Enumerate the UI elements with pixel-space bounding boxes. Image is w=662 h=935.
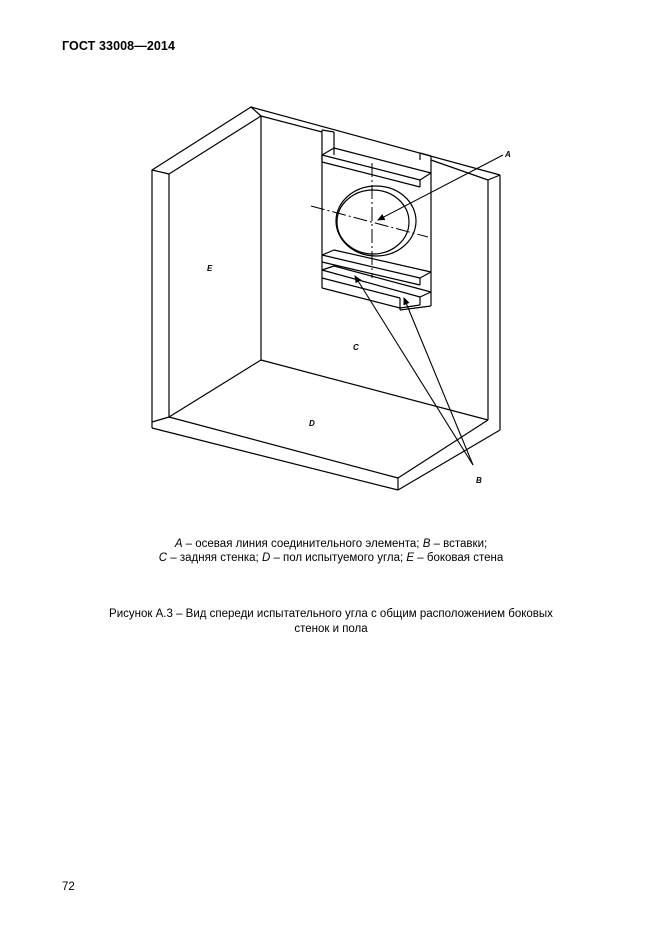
legend-key-d: D bbox=[261, 552, 271, 564]
legend-text-c: – задняя стенка; bbox=[167, 552, 262, 564]
label-a: A bbox=[505, 150, 511, 159]
legend-text-a: – осевая линия соединительного элемента; bbox=[182, 538, 423, 550]
legend-key-a: A bbox=[174, 538, 183, 550]
legend-key-c: C bbox=[158, 552, 168, 564]
figure-caption-line-1: Рисунок А.3 – Вид спереди испытательного угла с общим расположением боковых bbox=[109, 608, 553, 620]
legend-line-1 bbox=[0, 537, 662, 551]
legend-text-e: – боковая стена bbox=[414, 552, 504, 564]
axis-lines bbox=[311, 163, 428, 278]
legend-key-b: B bbox=[422, 538, 431, 550]
label-e: E bbox=[207, 264, 213, 273]
page-number: 72 bbox=[62, 881, 75, 893]
legend-text-d: – пол испытуемого угла; bbox=[270, 552, 407, 564]
legend-key-e: E bbox=[406, 552, 415, 564]
back-wall-outline bbox=[251, 107, 500, 424]
label-b: B bbox=[476, 476, 482, 485]
specimen-frame bbox=[322, 130, 431, 310]
label-d: D bbox=[309, 419, 315, 428]
label-c: C bbox=[353, 343, 359, 352]
legend-text-b: – вставки; bbox=[430, 538, 488, 550]
legend-line-2 bbox=[0, 551, 662, 565]
document-header: ГОСТ 33008—2014 bbox=[62, 39, 176, 53]
figure-caption-line-2: стенок и пола bbox=[294, 623, 368, 635]
connector-element bbox=[336, 186, 416, 256]
